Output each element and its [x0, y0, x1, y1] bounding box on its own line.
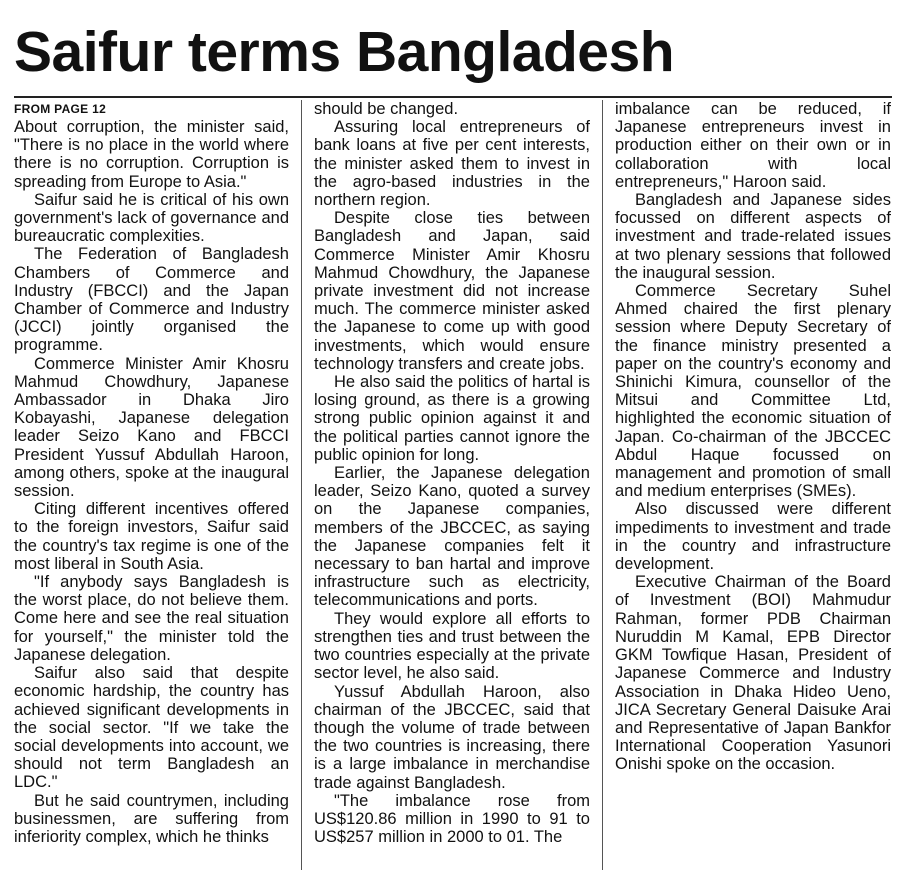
paragraph: Citing different incentives offered to the foreign investors, Saifur said the country's tax regime is one of the most liberal in South Asia. — [14, 500, 289, 573]
paragraph: imbalance can be reduced, if Japanese entrepreneurs invest in production either on their own or in collaboration with local entrepreneurs," Haroon said. — [615, 100, 891, 191]
paragraph: Yussuf Abdullah Haroon, also chairman of the JBCCEC, said that though the volume of trade between the two countries is increasing, there is a large imbalance in merchandise trade against Bangladesh. — [314, 682, 590, 792]
paragraph: Saifur also said that despite economic hardship, the country has achieved significant developments in the social sector. "If we take the social developments into account, we should not term Bangladesh an LDC." — [14, 664, 289, 792]
headline: Saifur terms Bangladesh — [14, 20, 675, 84]
paragraph: Executive Chairman of the Board of Investment (BOI) Mahmudur Rahman, former PDB Chairman Nuruddin M Kamal, EPB Director GKM Towfique Hasan, President of Japanese Commerce and Industry Association in Dhaka Hideo Ueno, JICA Secretary General Daisuke Arai and Representative of Japan Bankfor International Cooperation Yasunori Onishi spoke on the occasion. — [615, 573, 891, 774]
paragraph: "If anybody says Bangladesh is the worst place, do not believe them. Come here and see the real situation for yourself," the minister told the Japanese delegation. — [14, 573, 289, 664]
paragraph: The Federation of Bangladesh Chambers of Commerce and Industry (FBCCI) and the Japan Chamber of Commerce and Industry (JCCI) jointly organised the programme. — [14, 245, 289, 355]
paragraph: Despite close ties between Bangladesh and Japan, said Commerce Minister Amir Khosru Mahmud Chowdhury, the Japanese private investment did not increase much. The commerce minister asked the Japanese to come up with good investments, which would ensure technology transfers and create jobs. — [314, 209, 590, 373]
article-column-1 — [14, 100, 289, 870]
paragraph: Also discussed were different impediments to investment and trade in the country and infrastructure development. — [615, 500, 891, 574]
article-column-2 — [314, 100, 590, 870]
paragraph: "The imbalance rose from US$120.86 million in 1990 to 91 to US$257 million in 2000 to 01. The — [314, 791, 590, 847]
column-divider — [602, 100, 603, 870]
paragraph: Commerce Minister Amir Khosru Mahmud Chowdhury, Japanese Ambassador in Dhaka Jiro Kobayashi, Japanese delegation leader Seizo Kano and FBCCI President Yussuf Abdullah Haroon, among others, spoke at the inaugural session. — [14, 354, 289, 501]
headline-rule — [14, 96, 892, 98]
article-column-3 — [615, 100, 891, 870]
paragraph: But he said countrymen, including businessmen, are suffering from inferiority complex, which he thinks — [14, 791, 289, 846]
paragraph: They would explore all efforts to strengthen ties and trust between the two countries especially at the private sector level, he also said. — [314, 609, 590, 683]
paragraph: Assuring local entrepreneurs of bank loans at five per cent interests, the minister asked them to invest in the agro-based industries in the northern region. — [314, 118, 590, 210]
paragraph: should be changed. — [314, 100, 459, 118]
column-divider — [301, 100, 302, 870]
paragraph: He also said the politics of hartal is losing ground, as there is a growing strong public opinion against it and the political parties cannot ignore the public opinion for long. — [314, 373, 590, 464]
paragraph: Earlier, the Japanese delegation leader, Seizo Kano, quoted a survey on the Japanese companies, members of the JBCCEC, as saying the Japanese companies felt it necessary to ban hartal and improve infrastructure such as electricity, telecommunications and ports. — [314, 464, 590, 610]
continuation-kicker: FROM PAGE 12 — [14, 102, 107, 116]
paragraph: Bangladesh and Japanese sides focussed on different aspects of investment and trade-related issues at two plenary sessions that followed the inaugural session. — [615, 191, 891, 282]
paragraph: Saifur said he is critical of his own government's lack of governance and bureaucratic complexities. — [14, 190, 289, 246]
paragraph: Commerce Secretary Suhel Ahmed chaired the first plenary session where Deputy Secretary of the finance ministry presented a paper on the country's economy and Shinichi Kimura, counsellor of the Mitsui and Committee Ltd, highlighted the economic situation of Japan. Co-chairman of the JBCCEC Abdul Haque focussed on management and promotion of small and medium enterprises (SMEs). — [615, 282, 891, 501]
paragraph: About corruption, the minister said, "There is no place in the world where there is no corruption. Corruption is spreading from Europe to Asia." — [14, 118, 289, 191]
